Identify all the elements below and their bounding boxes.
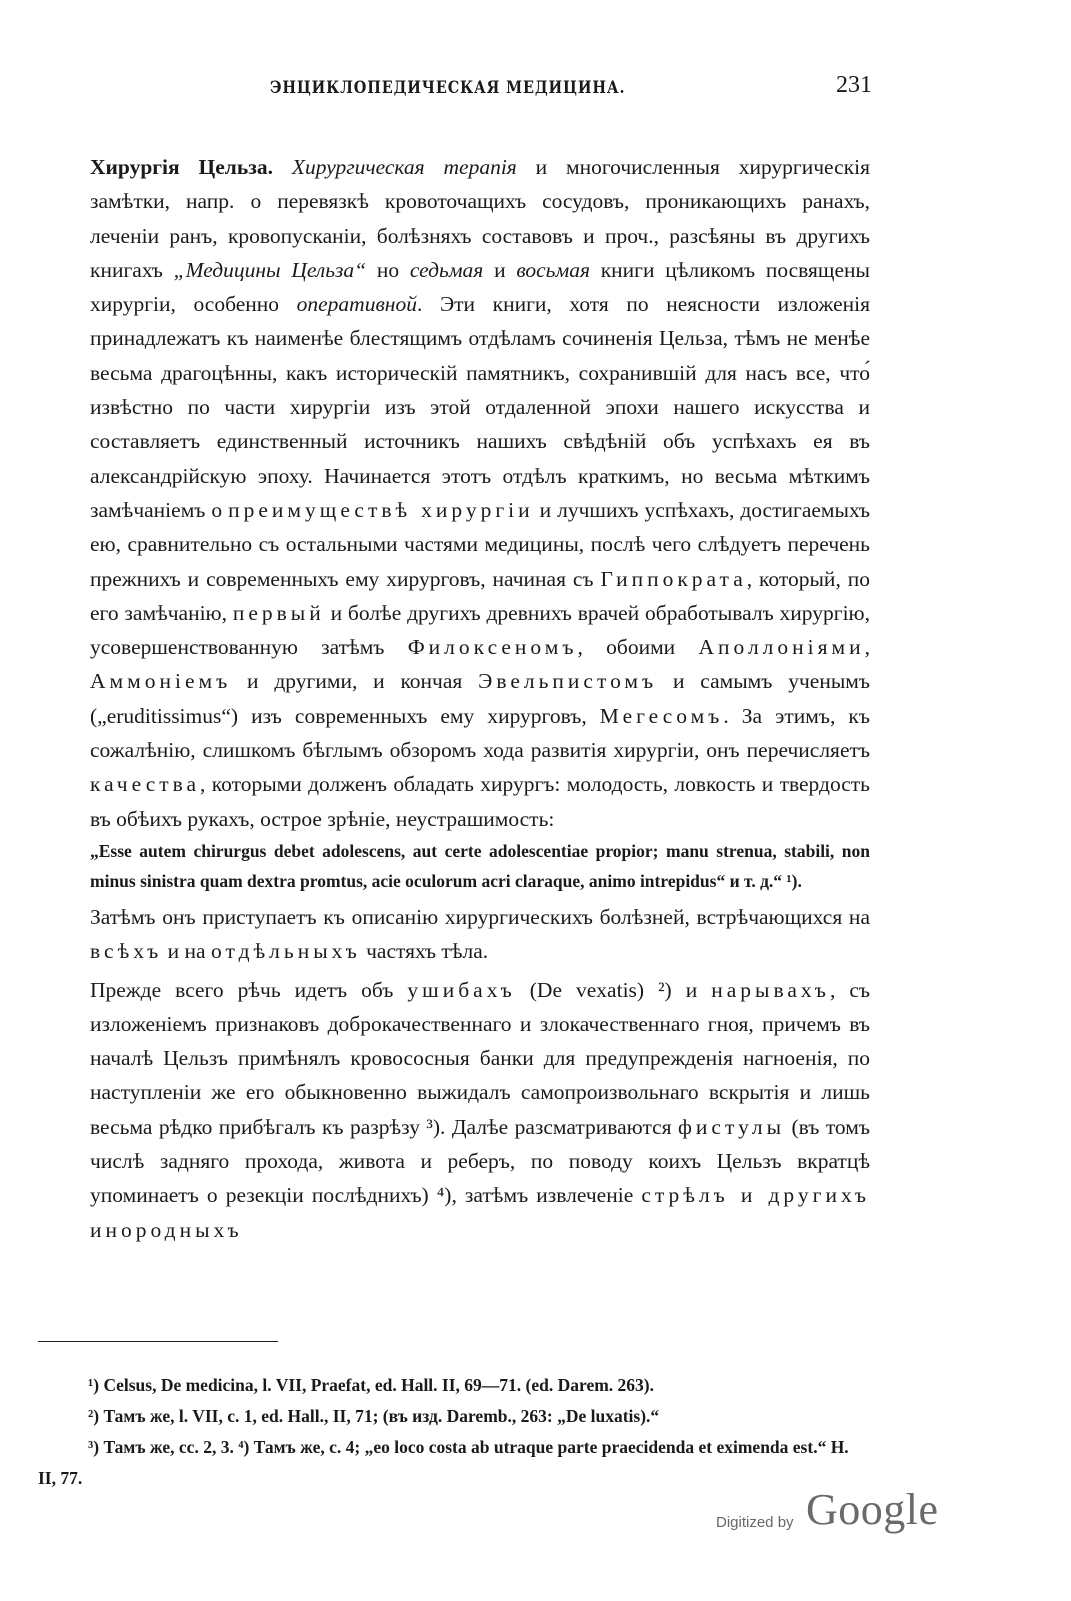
italic-term: Хирургическая терапія: [291, 155, 517, 179]
text-run: частяхъ тѣла.: [360, 939, 489, 964]
paragraph-bruises: [90, 973, 870, 1247]
text-run: и: [483, 257, 517, 282]
google-logo: Google: [806, 1485, 939, 1534]
spaced-term: фистулы: [677, 1114, 786, 1139]
text-run: и болѣе другихъ древнихъ врачей обработывалъ хирургію, усовершенствованную затѣмъ: [90, 600, 870, 660]
paragraph-celsus-surgery: [90, 150, 870, 836]
text-run: и самымъ ученымъ („eruditissimus“) изъ современныхъ ему хирурговъ,: [90, 669, 870, 728]
spaced-name: Гиппократа: [600, 566, 747, 591]
spaced-term: первый: [232, 600, 325, 625]
spaced-term: стрѣлъ и другихъ инородныхъ: [90, 1183, 870, 1242]
footnotes: [38, 1370, 868, 1494]
spaced-term: ушибахъ: [407, 977, 516, 1002]
watermark-digitized-by: Digitized by: [716, 1514, 794, 1531]
italic-term: седьмая: [409, 257, 484, 282]
body-text: [90, 150, 870, 1247]
text-run: , съ изложеніемъ признаковъ доброкачественнаго и злокачественнаго гноя, причемъ въ началѣ Цельзъ примѣнялъ кровососныя банки для предупрежденія нагноенія, по наступленіи же его обыкновенно выжидалъ самопроизвольнаго вскрытія и лишь весьма рѣдко прибѣгалъ къ разрѣзу ³). Далѣе разсматриваются: [90, 977, 870, 1139]
text-run: (De vexatis) ²) и: [515, 977, 712, 1002]
text-run: но: [366, 257, 410, 282]
footnote-1: ¹) Celsus, De medicina, l. VII, Praefat, ed. Hall. II, 69—71. (ed. Darem. 263).: [88, 1375, 655, 1395]
footnote-2: ²) Тамъ же, l. VII, c. 1, ed. Hall., II, 71; (въ изд. Daremb., 263: „De luxatis).“: [88, 1406, 660, 1426]
text-run: и многочисленныя хирургическія замѣтки, напр. о перевязкѣ кровоточащихъ сосудовъ, проникающихъ ранахъ, леченіи ранъ, кровопусканіи, болѣзняхъ составовъ и проч., разсѣяны въ другихъ книгахъ: [90, 155, 870, 282]
spaced-term: преимуществѣ хирургіи: [228, 497, 534, 522]
section-heading: Хирургія Цельза.: [90, 155, 273, 179]
text-run: ,: [864, 635, 871, 660]
italic-term: оперативной: [296, 292, 417, 317]
spaced-name: Эвельпистомъ: [478, 669, 658, 694]
text-run: и на: [162, 939, 211, 964]
text-run: (въ томъ числѣ задняго прохода, живота и реберъ, по поводу коихъ Цельзъ вкратцѣ упоминаетъ о резекціи послѣднихъ) ⁴), затѣмъ извлеченіе: [90, 1114, 870, 1208]
text-run: , обоими: [577, 635, 699, 660]
spaced-name: Аммоніемъ: [90, 669, 232, 694]
spaced-name: Аполлоніями: [698, 635, 865, 660]
latin-quote: „Esse autem chirurgus debet adolescens, aut certe adolescentiae propior; manu strenua, stabili, non minus sinistra quam dextra promtus, acie oculorum acri claraque, animo intrepidus“ и т. д.“ ¹).: [90, 840, 870, 891]
text-run: Затѣмъ онъ приступаетъ къ описанію хирургическихъ болѣзней, встрѣчающихся на: [90, 904, 870, 929]
text-run: и другими, и кончая: [231, 669, 479, 694]
text-run: , который, по его замѣчанію,: [90, 566, 870, 625]
text-run: . За этимъ, къ сожалѣнію, слишкомъ бѣглымъ обзоромъ хода развитія хирургіи, онъ перечисляетъ: [90, 703, 870, 763]
italic-term: восьмая: [516, 257, 590, 282]
spaced-name: Филоксеномъ: [407, 635, 578, 660]
spaced-term: качества: [90, 772, 201, 797]
spaced-term: нарывахъ: [711, 977, 830, 1002]
running-head: [90, 72, 880, 106]
spaced-term: всѣхъ: [90, 939, 163, 964]
footnote-divider: [38, 1341, 278, 1342]
spaced-term: отдѣльныхъ: [210, 939, 361, 964]
running-title: ЭНЦИКЛОПЕДИЧЕСКАЯ МЕДИЦИНА.: [270, 78, 626, 98]
spaced-name: Мегесомъ: [599, 703, 724, 728]
text-run: Прежде всего рѣчь идетъ объ: [90, 977, 408, 1002]
italic-term: „Медицины Цельза“: [173, 257, 367, 282]
text-run: и лучшихъ успѣхахъ, достигаемыхъ ею, сравнительно съ остальными частями медицины, послѣ чего слѣдуетъ перечень прежнихъ и современныхъ ему хирурговъ, начиная съ: [90, 497, 870, 591]
paragraph-diseases: [90, 900, 870, 969]
page-number: 231: [836, 72, 872, 98]
text-run: , которыми долженъ обладать хирургъ: молодость, ловкость и твердость въ обѣихъ рукахъ, острое зрѣніе, неустрашимость:: [90, 772, 870, 831]
text-run: . Эти книги, хотя по неясности изложенія принадлежатъ къ наименѣе блестящимъ отдѣламъ сочиненія Цельза, тѣмъ не менѣе весьма драгоцѣнны, какъ историческій памятникъ, сохранившій для насъ все, что́ извѣстно по части хирургіи изъ этой отдаленной эпохи нашего искусства и составляетъ единственный источникъ нашихъ свѣдѣній объ успѣхахъ ея въ александрійскую эпоху. Начинается этотъ отдѣлъ краткимъ, но весьма мѣткимъ замѣчаніемъ о: [90, 292, 870, 522]
footnote-3: ³) Тамъ же, cc. 2, 3. ⁴) Тамъ же, c. 4; „eo loco costa ab utraque parte praecidenda et eximenda est.“ H. II, 77.: [38, 1437, 849, 1488]
google-watermark: [716, 1484, 946, 1544]
text-run: книги цѣликомъ посвящены хирургіи, особенно: [90, 257, 870, 317]
